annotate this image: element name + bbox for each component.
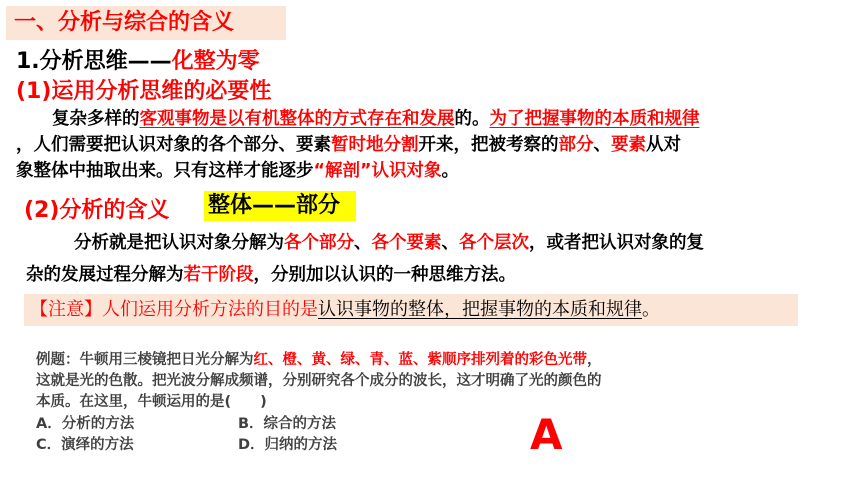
heading1-highlight: 化整为零 <box>171 49 260 74</box>
text-emphasis: 为了把握事物的本质和规律 <box>489 109 700 129</box>
text-emphasis: 暂时地分割 <box>331 135 419 155</box>
text-emphasis: 红、橙、黄、绿、青、蓝、紫顺序排列着的彩色光带 <box>253 352 587 368</box>
text-emphasis: 各个要素 <box>371 233 442 253</box>
heading-analysis-thinking <box>16 44 260 75</box>
para2-line2 <box>26 262 516 288</box>
option-b: B．综合的方法 <box>238 416 337 432</box>
section-title: 一、分析与综合的含义 <box>6 6 286 40</box>
heading1-prefix: 1.分析思维—— <box>16 49 172 74</box>
note-box <box>24 294 798 326</box>
text: ，人们需要把认识对象的各个部分、要素 <box>16 135 331 155</box>
text: ， <box>587 352 602 368</box>
text: 、 <box>354 233 372 253</box>
example-line1 <box>36 350 602 370</box>
option-d: D．归纳的方法 <box>238 437 338 453</box>
text: 象整体中抽取出来。只有这样才能逐步 <box>16 161 314 181</box>
text-emphasis: “解剖”认识对象 <box>313 161 442 181</box>
text: 。 <box>642 299 660 320</box>
text-emphasis: 各个部分 <box>284 233 354 253</box>
example-line3: 本质。在这里，牛顿运用的是( ) <box>36 394 267 410</box>
option-c: C．演绎的方法 <box>36 437 134 453</box>
para1-line1 <box>52 106 700 132</box>
text-emphasis: 各个层次 <box>459 233 529 253</box>
text: 从对 <box>646 135 681 155</box>
text: 复杂多样的 <box>52 109 140 129</box>
text: 分析就是把认识对象分解为 <box>74 233 284 253</box>
text: 开来，把被考察的 <box>418 135 559 155</box>
text: 的。 <box>454 109 490 129</box>
option-a: A．分析的方法 <box>36 416 135 432</box>
text-emphasis: 要素 <box>611 135 646 155</box>
text-emphasis: 若干阶段 <box>183 265 254 285</box>
note-underlined: 认识事物的整体，把握事物的本质和规律 <box>318 299 642 320</box>
text: 。 <box>441 161 460 181</box>
para2-line1 <box>74 230 704 256</box>
answer-letter: A <box>530 410 563 459</box>
text: ，分别加以认识的一种思维方法。 <box>253 265 516 285</box>
heading-meaning: (2)分析的含义 <box>24 198 170 223</box>
text-emphasis: 部分 <box>558 135 594 155</box>
text: 杂的发展过程分解为 <box>26 265 184 285</box>
text: 、 <box>441 233 459 253</box>
text: 、 <box>593 135 611 155</box>
note-label: 【注意】人们运用分析方法的目的是 <box>30 299 318 320</box>
text: ，或者把认识对象的复 <box>529 233 704 253</box>
text-emphasis: 客观事物是以有机整体的方式存在和发展 <box>139 109 455 129</box>
example-line2: 这就是光的色散。把光波分解成频谱，分别研究各个成分的波长，这才明确了光的颜色的 <box>36 373 602 389</box>
para1-line2 <box>16 132 681 158</box>
text: 例题：牛顿用三棱镜把日光分解为 <box>36 352 254 368</box>
whole-part-highlight: 整体——部分 <box>204 191 356 221</box>
heading-necessity: (1)运用分析思维的必要性 <box>16 79 272 104</box>
para1-line3 <box>16 158 459 184</box>
